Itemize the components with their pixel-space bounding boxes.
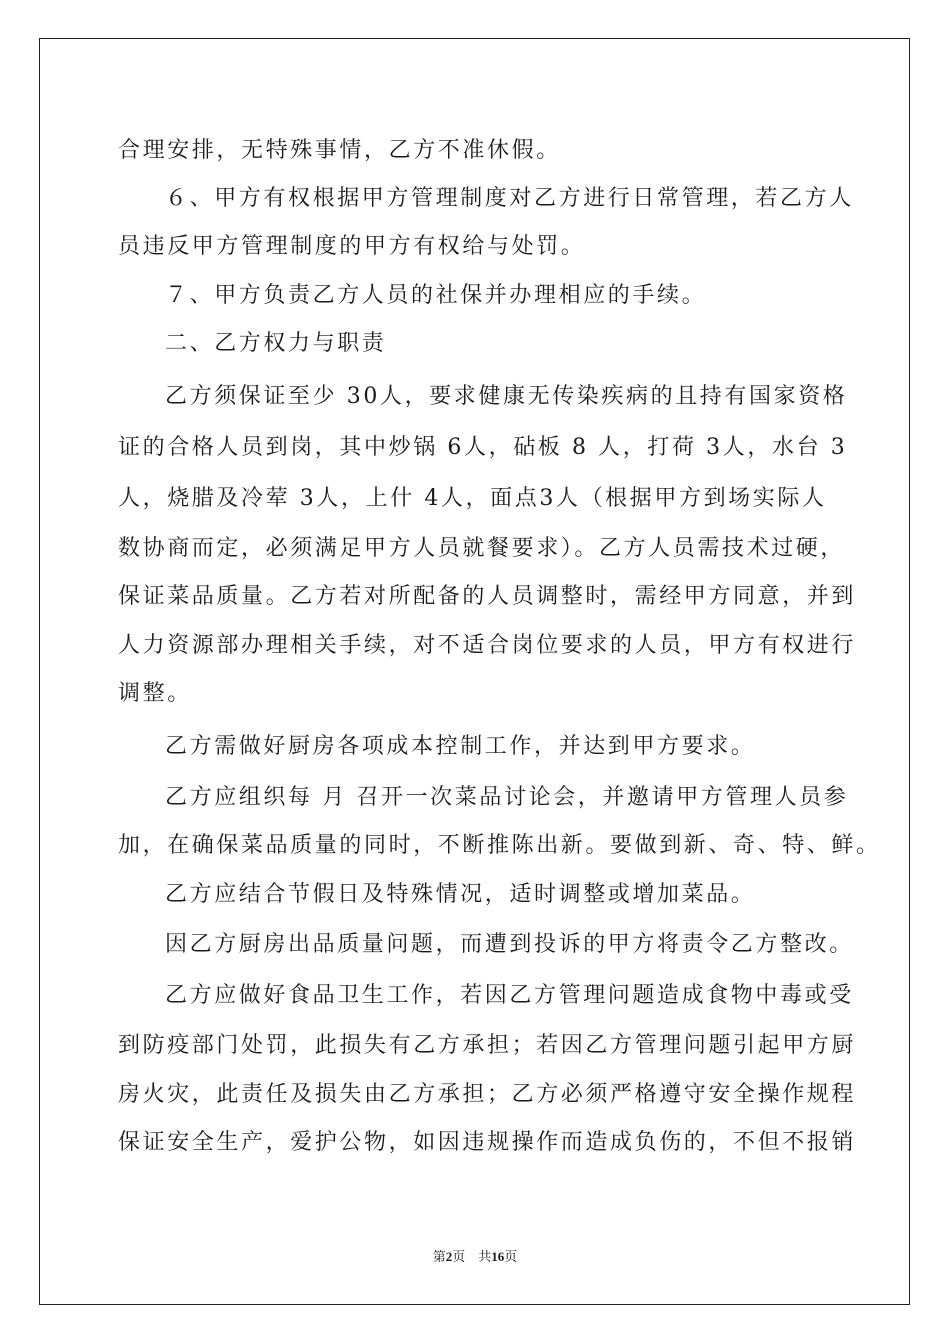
- page-mid: 页 共: [452, 1249, 492, 1264]
- page-footer: [0, 1246, 950, 1265]
- text-line: 加，在确保菜品质量的同时，不断推陈出新。要做到新、奇、特、鲜。: [118, 833, 881, 858]
- text-line: 合理安排，无特殊事情，乙方不准休假。: [118, 138, 561, 163]
- text-line: 乙方应结合节假日及特殊情况，适时调整或增加菜品。: [165, 882, 756, 907]
- page-total: 16: [491, 1249, 505, 1264]
- text-line: 调整。: [118, 681, 192, 706]
- text-line: 到防疫部门处罚，此损失有乙方承担；若因乙方管理问题引起甲方厨: [118, 1033, 857, 1058]
- text-line: 保证菜品质量。乙方若对所配备的人员调整时，需经甲方同意，并到: [118, 584, 857, 609]
- text-line: ６、甲方有权根据甲方管理制度对乙方进行日常管理，若乙方人: [165, 186, 854, 211]
- text-line: 因乙方厨房出品质量问题，而遭到投诉的甲方将责令乙方整改。: [165, 932, 854, 957]
- page-border: [39, 38, 910, 1305]
- text-line: 员违反甲方管理制度的甲方有权给与处罚。: [118, 234, 586, 259]
- section-heading: 二、乙方权力与职责: [165, 331, 387, 356]
- text-line: 房火灾，此责任及损失由乙方承担；乙方必须严格遵守安全操作规程: [118, 1082, 857, 1107]
- text-line: 乙方须保证至少 30人，要求健康无传染疾病的且持有国家资格: [165, 384, 848, 409]
- text-line: 人力资源部办理相关手续，对不适合岗位要求的人员，甲方有权进行: [118, 633, 857, 658]
- text-line: 数协商而定，必须满足甲方人员就餐要求）。乙方人员需技术过硬，: [118, 536, 846, 561]
- text-line: 证的合格人员到岗，其中炒锅 6人，砧板 8 人，打荷 3人，水台 3: [118, 435, 848, 460]
- page-suffix: 页: [504, 1249, 518, 1264]
- text-line: 乙方需做好厨房各项成本控制工作，并达到甲方要求。: [165, 734, 756, 759]
- page-current: 2: [445, 1249, 453, 1264]
- text-line: ７、甲方负责乙方人员的社保并办理相应的手续。: [165, 283, 707, 308]
- text-line: 保证安全生产，爱护公物，如因违规操作而造成负伤的，不但不报销: [118, 1130, 857, 1155]
- text-line: 乙方应组织每 月 召开一次菜品讨论会，并邀请甲方管理人员参: [165, 785, 849, 810]
- text-line: 乙方应做好食品卫生工作，若因乙方管理问题造成食物中毒或受: [165, 983, 854, 1008]
- text-line: 人，烧腊及冷荤 3人，上什 4人，面点3人（根据甲方到场实际人: [118, 486, 827, 511]
- page-prefix: 第: [432, 1249, 446, 1264]
